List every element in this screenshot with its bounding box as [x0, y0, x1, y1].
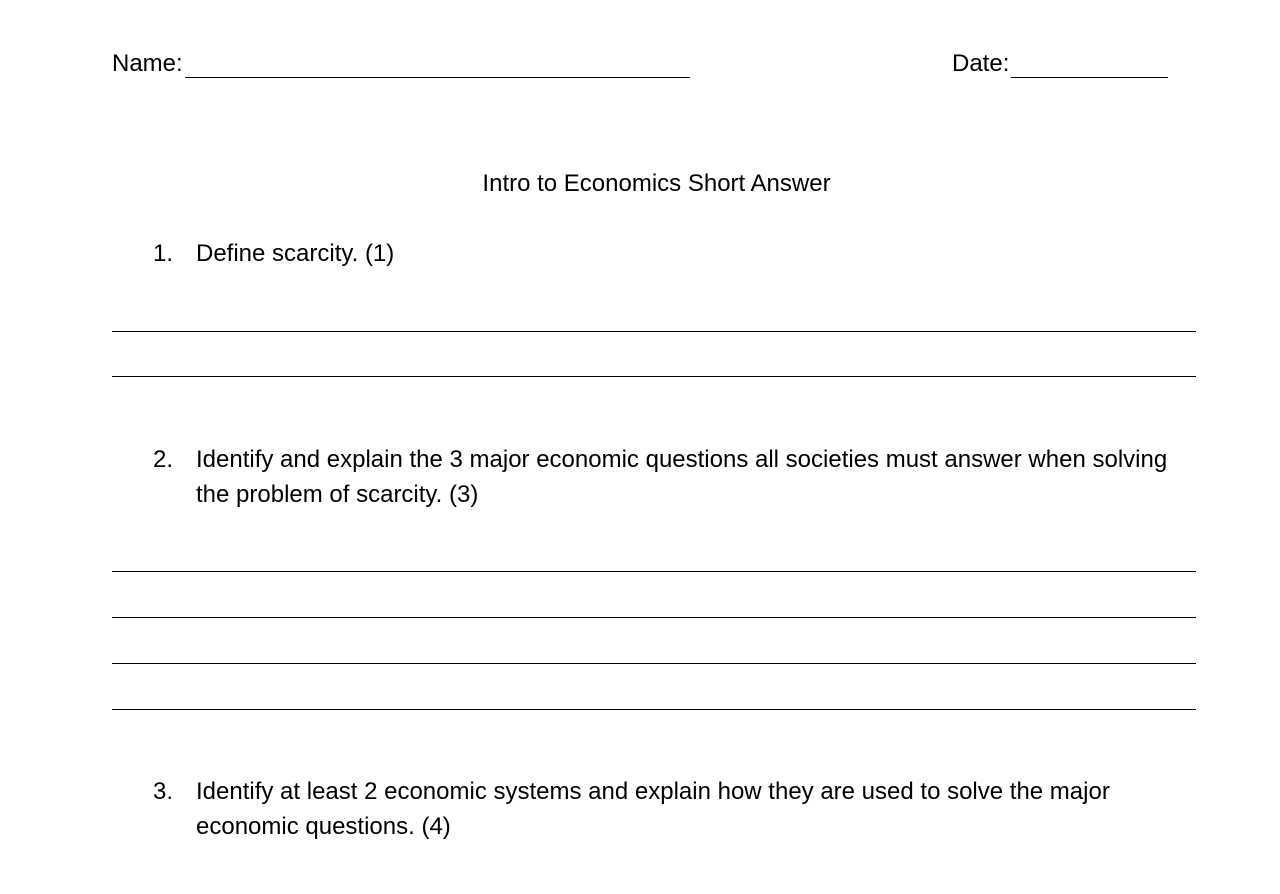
question-3 [153, 774, 1173, 844]
date-label: Date: [952, 50, 1010, 77]
question-text: Define scarcity. (1) [196, 240, 395, 267]
answer-line[interactable] [112, 571, 1196, 572]
question-number: 1. [153, 240, 174, 267]
answer-line[interactable] [112, 617, 1196, 618]
worksheet-title: Intro to Economics Short Answer [482, 170, 831, 197]
answer-line[interactable] [112, 663, 1196, 664]
question-number: 3. [153, 778, 174, 805]
question-text: Identify at least 2 economic systems and explain how they are used to solve the major economic questions. (4) [196, 778, 1110, 840]
question-2 [153, 442, 1173, 512]
name-label: Name: [112, 50, 183, 77]
name-blank-line[interactable] [185, 55, 690, 78]
question-text: Identify and explain the 3 major economic questions all societies must answer when solving the problem of scarcity. (3) [196, 446, 1168, 508]
name-field[interactable] [112, 50, 690, 78]
answer-line[interactable] [112, 709, 1196, 710]
question-number: 2. [153, 446, 174, 473]
answer-line[interactable] [112, 331, 1196, 332]
date-field[interactable] [952, 50, 1168, 78]
date-blank-line[interactable] [1011, 55, 1168, 78]
answer-line[interactable] [112, 376, 1196, 377]
question-1 [153, 236, 1173, 271]
